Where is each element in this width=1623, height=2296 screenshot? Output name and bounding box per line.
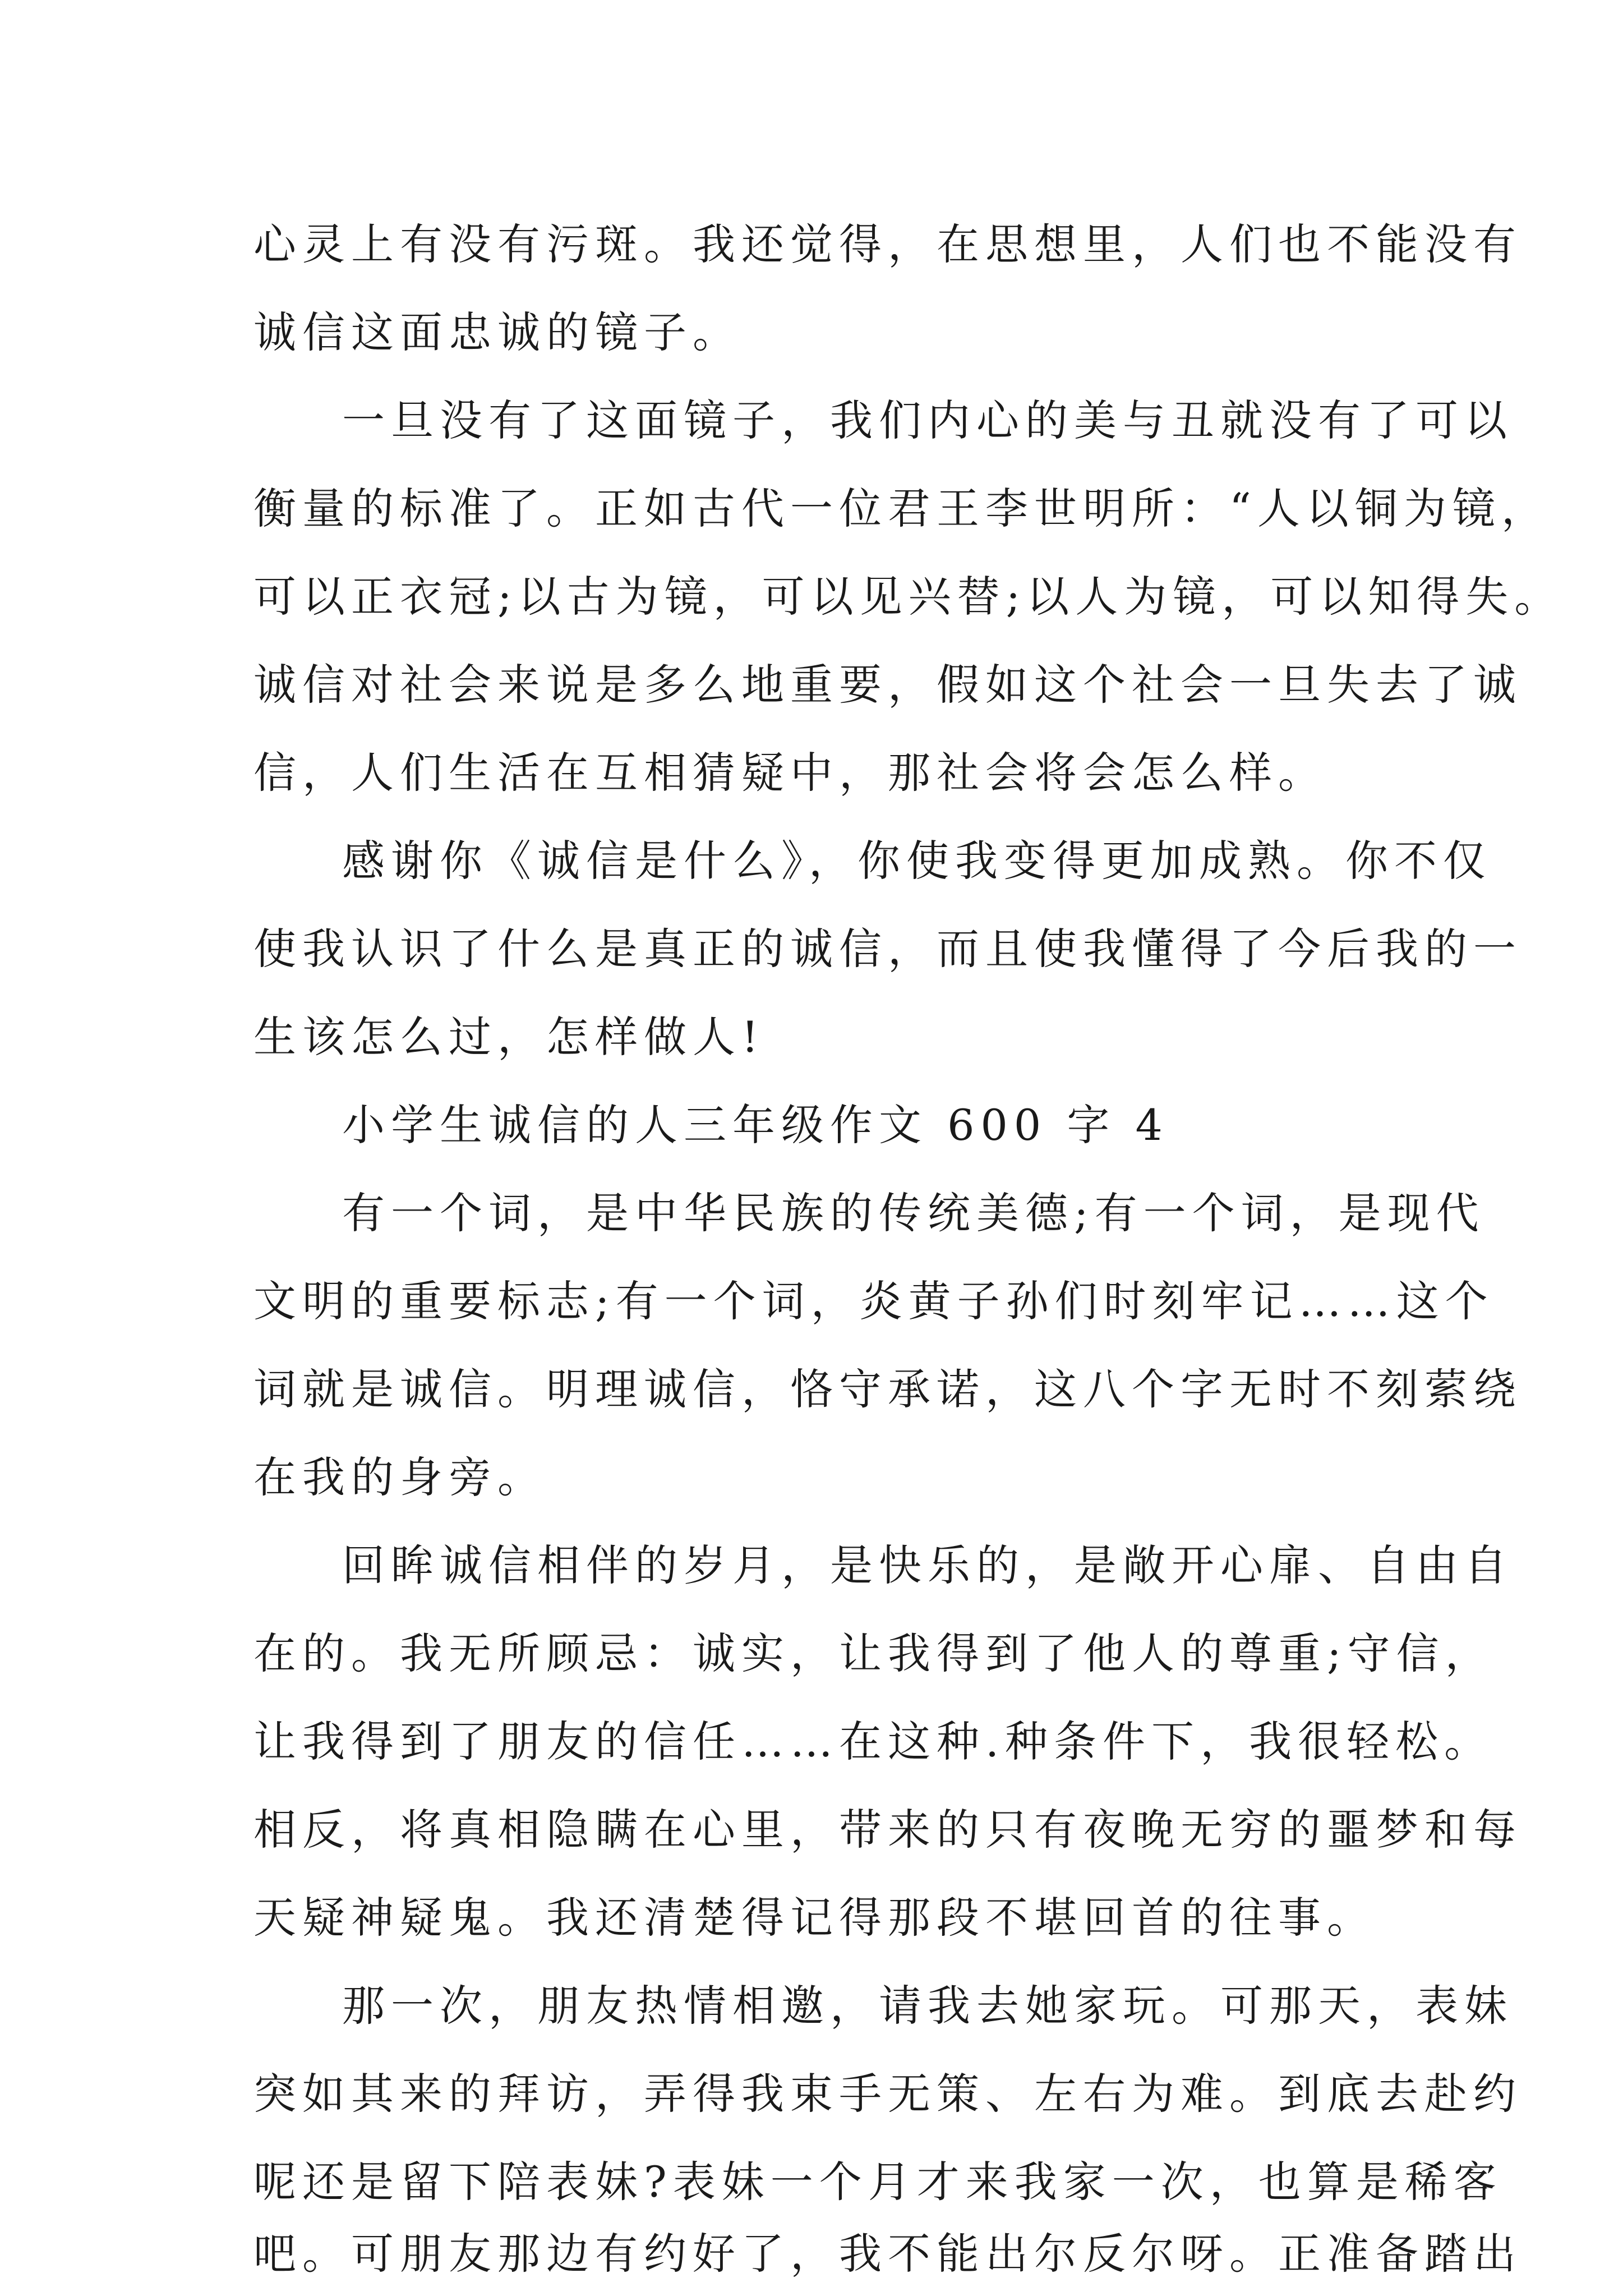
- text-line: 可以正衣冠;以古为镜，可以见兴替;以人为镜，可以知得失。: [253, 572, 1564, 622]
- text-line: 生该怎么过，怎样做人!: [253, 1012, 765, 1062]
- text-line: 天疑神疑鬼。我还清楚得记得那段不堪回首的往事。: [253, 1893, 1376, 1943]
- paragraph-start-line: 一旦没有了这面镜子，我们内心的美与丑就没有了可以: [342, 395, 1513, 445]
- text-line: 突如其来的拜访，弄得我束手无策、左右为难。到底去赴约: [253, 2069, 1522, 2119]
- text-line: 在的。我无所顾忌：诚实，让我得到了他人的尊重;守信，: [253, 1628, 1494, 1678]
- paragraph-start-line: 回眸诚信相伴的岁月，是快乐的，是敞开心扉、自由自: [342, 1540, 1513, 1590]
- text-line: 呢还是留下陪表妹?表妹一个月才来我家一次，也算是稀客: [253, 2157, 1502, 2207]
- paragraph-start-line: 那一次，朋友热情相邀，请我去她家玩。可那天，表妹: [342, 1981, 1513, 2031]
- text-line: 吧。可朋友那边有约好了，我不能出尔反尔呀。正准备踏出: [253, 2229, 1522, 2279]
- text-line: 使我认识了什么是真正的诚信，而且使我懂得了今后我的一: [253, 924, 1522, 974]
- paragraph-start-line: 感谢你《诚信是什么》，你使我变得更加成熟。你不仅: [342, 836, 1492, 886]
- text-line: 在我的身旁。: [253, 1452, 546, 1502]
- text-line: 诚信这面忠诚的镜子。: [253, 307, 741, 357]
- paragraph-start-line: 有一个词，是中华民族的传统美德;有一个词，是现代: [342, 1188, 1485, 1238]
- text-line: 信，人们生活在互相猜疑中，那社会将会怎么样。: [253, 748, 1327, 798]
- text-line: 衡量的标准了。正如古代一位君王李世明所：“人以铜为镜，: [253, 484, 1550, 533]
- section-heading: 小学生诚信的人三年级作文 600 字 4: [342, 1100, 1169, 1150]
- text-line: 文明的重要标志;有一个词，炎黄子孙们时刻牢记……这个: [253, 1276, 1494, 1326]
- text-line: 诚信对社会来说是多么地重要，假如这个社会一旦失去了诚: [253, 660, 1522, 710]
- text-line: 心灵上有没有污斑。我还觉得，在思想里，人们也不能没有: [253, 219, 1522, 269]
- text-line: 让我得到了朋友的信任……在这种.种条件下，我很轻松。: [253, 1717, 1493, 1766]
- text-line: 相反，将真相隐瞒在心里，带来的只有夜晚无穷的噩梦和每: [253, 1805, 1522, 1855]
- text-line: 词就是诚信。明理诚信，恪守承诺，这八个字无时不刻萦绕: [253, 1364, 1522, 1414]
